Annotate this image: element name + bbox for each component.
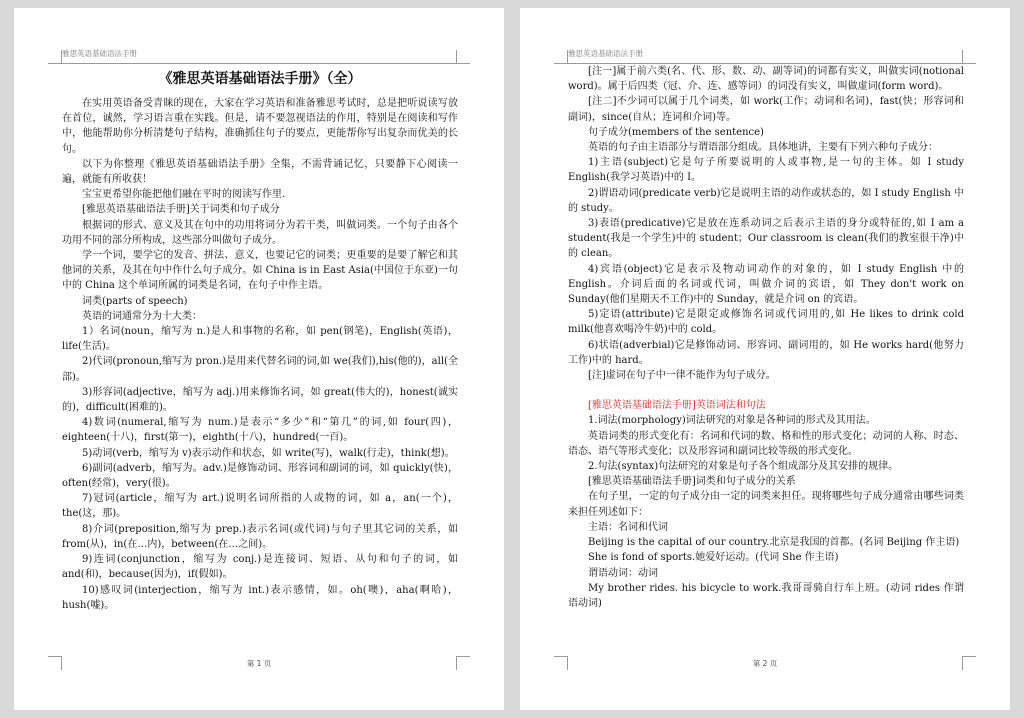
paragraph: 句子成分(members of the sentence) — [588, 126, 764, 138]
paragraph: Beijing is the capital of our country.北京是我国的首都。(名词 Beijing 作主语) — [588, 537, 960, 549]
crop-mark — [554, 50, 568, 64]
paragraph: 10)感叹词(interjection，缩写为 int.)表示感情，如。oh(噢)，aha(啊哈)，hush(嘘)。 — [62, 584, 458, 611]
paragraph: 4)数词(numeral,缩写为 num.)是表示“多少”和“第几”的词,如 four(四)，eighteen(十八)，first(第一)，eighth(十八)，hundred(一百)。 — [62, 417, 458, 444]
paragraph: She is fond of sports.她爱好运动。(代词 She 作主语) — [588, 552, 839, 564]
document-page-1 — [14, 8, 504, 710]
paragraph: [注一]属于前六类(名、代、形、数、动、副等词)的词都有实义，叫做实词(notional word)。属于后四类（冠、介、连、感等词）的词没有实义，叫做虚词(form word)。 — [568, 66, 964, 93]
document-page-2 — [520, 8, 1010, 710]
paragraph: 8)介词(preposition,缩写为 prep.)表示名词(或代词)与句子里其它词的关系，如 from(从)，in(在…内)，between(在…之间)。 — [62, 523, 458, 550]
paragraph: 根据词的形式、意义及其在句中的功用将词分为若干类，叫做词类。一个句子由各个功用不同的部分所构成，这些部分叫做句子成分。 — [62, 219, 458, 246]
crop-mark — [962, 50, 976, 64]
paragraph: 4)宾语(object)它是表示及物动词动作的对象的，如 I study English 中的 English。介词后面的名词或代词，叫做介词的宾语，如 They don't work on Sunday(他们星期天不工作)中的 Sunday，就是介词 on 的宾语。 — [568, 263, 964, 306]
section-heading: [雅思英语基础语法手册]英语词法和句法 — [588, 400, 766, 412]
paragraph: 2)谓语动词(predicate verb)它是说明主语的动作或状态的，如 I study English 中的 study。 — [568, 187, 964, 214]
paragraph: 2)代词(pronoun,缩写为 pron.)是用来代替名词的词,如 we(我们),his(他的)，all(全部)。 — [62, 356, 458, 383]
paragraph: 在实用英语备受青睐的现在，大家在学习英语和准备雅思考试时，总是把听说读写放在首位，诚然，学习语言重在实践。但是，请不要忽视语法的作用，特别是在阅读和写作中，他能帮助你分析清楚句子结构，准确抓住句子的要点，更能帮你写出复杂而优美的长句。 — [62, 98, 458, 155]
paragraph: 宝宝更希望你能把他们融在平时的阅读写作里. — [82, 189, 286, 201]
paragraph: 1)主语(subject)它是句子所要说明的人或事物,是一句的主体。如 I study English(我学习英语)中的 I。 — [568, 157, 964, 184]
page-1-content — [62, 96, 458, 613]
page-header — [568, 44, 962, 64]
page-number: 第 2 页 — [752, 659, 778, 668]
paragraph: 以下为你整理《雅思英语基础语法手册》全集，不需背诵记忆，只要静下心阅读一遍，就能有所收获！ — [62, 158, 458, 186]
paragraph: My brother rides. his bicycle to work.我哥哥骑自行车上班。(动词 rides 作谓语动词) — [568, 582, 964, 609]
paragraph: 9)连词(conjunction，缩写为 conj.)是连接词、短语、从句和句子的词，如 and(和)，because(因为)，if(假如)。 — [62, 554, 458, 581]
page-header — [62, 44, 456, 64]
paragraph: 英语的句子由主语部分与谓语部分组成。具体地讲，主要有下列六种句子成分： — [588, 142, 938, 154]
paragraph: 词类(parts of speech) — [82, 295, 188, 307]
paragraph: 主语：名词和代词 — [588, 521, 668, 533]
paragraph: 6)状语(adverbial)它是修饰动词、形容词、副词用的，如 He works hard(他努力工作)中的 hard。 — [568, 339, 964, 366]
paragraph: 英语的词通常分为十大类： — [82, 310, 202, 322]
crop-mark — [48, 50, 62, 64]
paragraph: 3)形容词(adjective，缩写为 adj.)用来修饰名词，如 great(伟大的)，honest(诚实的)，difficult(困难的)。 — [62, 386, 458, 414]
header-text: 雅思英语基础语法手册 — [62, 49, 137, 58]
paragraph: 谓语动词：动词 — [588, 567, 658, 579]
paragraph: 在句子里，一定的句子成分由一定的词类来担任。现将哪些句子成分通常由哪些词类来担任列述如下： — [568, 491, 964, 518]
paragraph: 1）名词(noun，缩写为 n.)是人和事物的名称，如 pen(钢笔)，English(英语)，life(生活)。 — [62, 326, 458, 353]
crop-mark — [456, 50, 470, 64]
paragraph: 2.句法(syntax)句法研究的对象是句子各个组成部分及其安排的规律。 — [588, 461, 899, 473]
page-2-content — [568, 64, 964, 611]
paragraph: 学一个词，要学它的发音、拼法、意义，也要记它的词类；更重要的是要了解它和其他词的关系，及其在句中作什么句子成分。如 China is in East Asia(中国位于东亚)一句中的 China 这个单词所属的词类是名词，在句子中作主语。 — [62, 250, 458, 292]
paragraph: [注]虚词在句子中一律不能作为句子成分。 — [588, 370, 776, 382]
paragraph: 6)副词(adverb，缩写为。adv.)是修饰动词、形容词和副词的词，如 quickly(快)，often(经常)，very(很)。 — [62, 462, 458, 490]
paragraph: 1.词法(morphology)词法研究的对象是各种词的形式及其用法。 — [588, 415, 876, 427]
paragraph: [注二]不少词可以属于几个词类，如 work(工作；动词和名词)，fast(快；形容词和副词)，since(自从；连词和介词)等。 — [568, 96, 964, 123]
paragraph: [雅思英语基础语法手册]词类和句子成分的关系 — [588, 476, 796, 488]
page-number: 第 1 页 — [246, 659, 272, 668]
document-title: 《雅思英语基础语法手册》（全） — [158, 71, 362, 87]
header-text: 雅思英语基础语法手册 — [568, 49, 643, 58]
paragraph: 3)表语(predicative)它是放在连系动词之后表示主语的身分或特征的,如 I am a student(我是一个学生)中的 student；Our classroom is clean(我们的教室很干净)中的 clean。 — [568, 218, 964, 260]
paragraph: 5)动词(verb，缩写为 v)表示动作和状态，如 write(写)，walk(行走)，think(想)。 — [82, 447, 455, 459]
paragraph: 英语词类的形式变化有：名词和代词的数、格和性的形式变化；动词的人称、时态、语态、语气等形式变化；以及形容词和副词比较等级的形式变化。 — [568, 430, 964, 457]
paragraph: 5)定语(attribute)它是限定或修饰名词或代词用的,如 He likes to drink cold milk(他喜欢喝冷牛奶)中的 cold。 — [568, 309, 964, 336]
paragraph: 7)冠词(article，缩写为 art.)说明名词所指的人或物的词，如 a，an(一个)，the(这，那)。 — [62, 493, 458, 520]
paragraph: [雅思英语基础语法手册]关于词类和句子成分 — [82, 204, 280, 216]
